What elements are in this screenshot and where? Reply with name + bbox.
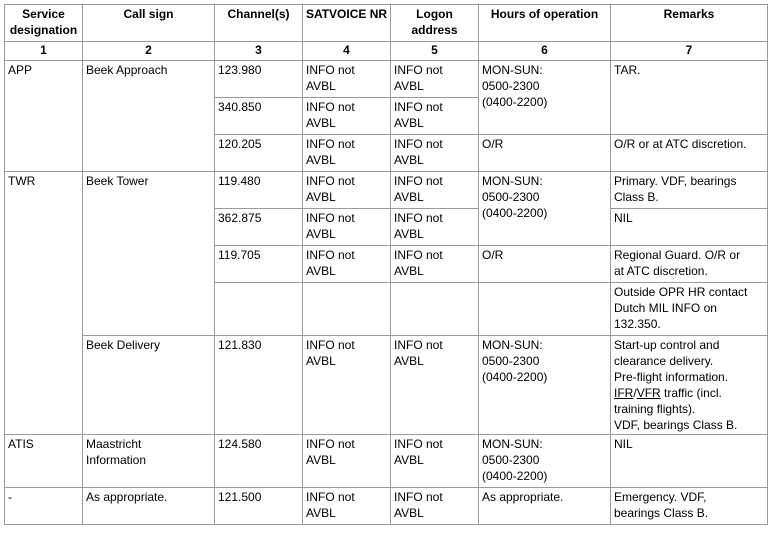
channel: 362.875	[215, 209, 303, 246]
call-sign: Beek Delivery	[83, 336, 215, 435]
header-logon-address: Logon address	[391, 5, 479, 42]
call-sign: As appropriate.	[83, 488, 215, 525]
column-number-row	[5, 42, 768, 61]
remarks: O/R or at ATC discretion.	[611, 135, 768, 172]
hours-of-operation: O/R	[479, 246, 611, 283]
logon-address: INFO not AVBL	[391, 435, 479, 488]
header-hours: Hours of operation	[479, 5, 611, 42]
logon-address: INFO not AVBL	[391, 172, 479, 209]
hours-of-operation: As appropriate.	[479, 488, 611, 525]
column-number: 5	[391, 42, 479, 61]
header-channels: Channel(s)	[215, 5, 303, 42]
service-designation: TWR	[5, 172, 83, 435]
vfr-abbreviation: VFR	[636, 386, 661, 400]
channel-empty	[215, 283, 303, 336]
satvoice: INFO not AVBL	[303, 336, 391, 435]
satvoice: INFO not AVBL	[303, 209, 391, 246]
channel: 119.480	[215, 172, 303, 209]
service-designation: -	[5, 488, 83, 525]
column-number: 1	[5, 42, 83, 61]
satvoice: INFO not AVBL	[303, 61, 391, 98]
table-row	[5, 488, 768, 525]
remarks: NIL	[611, 209, 768, 246]
hours-of-operation: O/R	[479, 135, 611, 172]
remarks-text: Start-up control and clearance delivery. Pre-flight information.	[614, 338, 729, 384]
channel: 340.850	[215, 98, 303, 135]
column-number: 3	[215, 42, 303, 61]
remarks	[611, 336, 768, 435]
channel: 121.500	[215, 488, 303, 525]
logon-address: INFO not AVBL	[391, 209, 479, 246]
satvoice: INFO not AVBL	[303, 98, 391, 135]
table-row	[5, 172, 768, 209]
logon-address: INFO not AVBL	[391, 135, 479, 172]
table-row	[5, 435, 768, 488]
remarks-text: traffic (incl. training flights). VDF, bearings Class B.	[614, 386, 738, 432]
channel: 124.580	[215, 435, 303, 488]
column-number: 7	[611, 42, 768, 61]
table-row	[5, 336, 768, 435]
ifr-abbreviation: IFR	[614, 386, 634, 400]
logon-address: INFO not AVBL	[391, 246, 479, 283]
header-call-sign: Call sign	[83, 5, 215, 42]
channel: 123.980	[215, 61, 303, 98]
remarks: Outside OPR HR contact Dutch MIL INFO on 132.350.	[611, 283, 768, 336]
header-remarks: Remarks	[611, 5, 768, 42]
satvoice: INFO not AVBL	[303, 435, 391, 488]
table-row	[5, 61, 768, 98]
logon-address: INFO not AVBL	[391, 336, 479, 435]
satvoice: INFO not AVBL	[303, 172, 391, 209]
column-number: 2	[83, 42, 215, 61]
call-sign: Beek Tower	[83, 172, 215, 336]
satvoice: INFO not AVBL	[303, 488, 391, 525]
header-satvoice: SATVOICE NR	[303, 5, 391, 42]
hours-of-operation: MON-SUN: 0500-2300 (0400-2200)	[479, 435, 611, 488]
service-designation: ATIS	[5, 435, 83, 488]
hours-of-operation: MON-SUN: 0500-2300 (0400-2200)	[479, 336, 611, 435]
service-designation: APP	[5, 61, 83, 172]
channel: 120.205	[215, 135, 303, 172]
call-sign: Maastricht Information	[83, 435, 215, 488]
logon-address-empty	[391, 283, 479, 336]
logon-address: INFO not AVBL	[391, 488, 479, 525]
atc-frequency-table	[4, 4, 768, 525]
header-service-designation: Service designation	[5, 5, 83, 42]
remarks: Regional Guard. O/R or at ATC discretion.	[611, 246, 768, 283]
hours-of-operation: MON-SUN: 0500-2300 (0400-2200)	[479, 61, 611, 135]
column-number: 4	[303, 42, 391, 61]
call-sign: Beek Approach	[83, 61, 215, 172]
satvoice: INFO not AVBL	[303, 246, 391, 283]
satvoice: INFO not AVBL	[303, 135, 391, 172]
remarks: Emergency. VDF, bearings Class B.	[611, 488, 768, 525]
hours-of-operation-empty	[479, 283, 611, 336]
satvoice-empty	[303, 283, 391, 336]
column-number: 6	[479, 42, 611, 61]
remarks: NIL	[611, 435, 768, 488]
header-row	[5, 5, 768, 42]
remarks: Primary. VDF, bearings Class B.	[611, 172, 768, 209]
logon-address: INFO not AVBL	[391, 61, 479, 98]
hours-of-operation: MON-SUN: 0500-2300 (0400-2200)	[479, 172, 611, 246]
channel: 121.830	[215, 336, 303, 435]
channel: 119.705	[215, 246, 303, 283]
logon-address: INFO not AVBL	[391, 98, 479, 135]
remarks: TAR.	[611, 61, 768, 135]
remarks-slash: /	[633, 386, 637, 400]
